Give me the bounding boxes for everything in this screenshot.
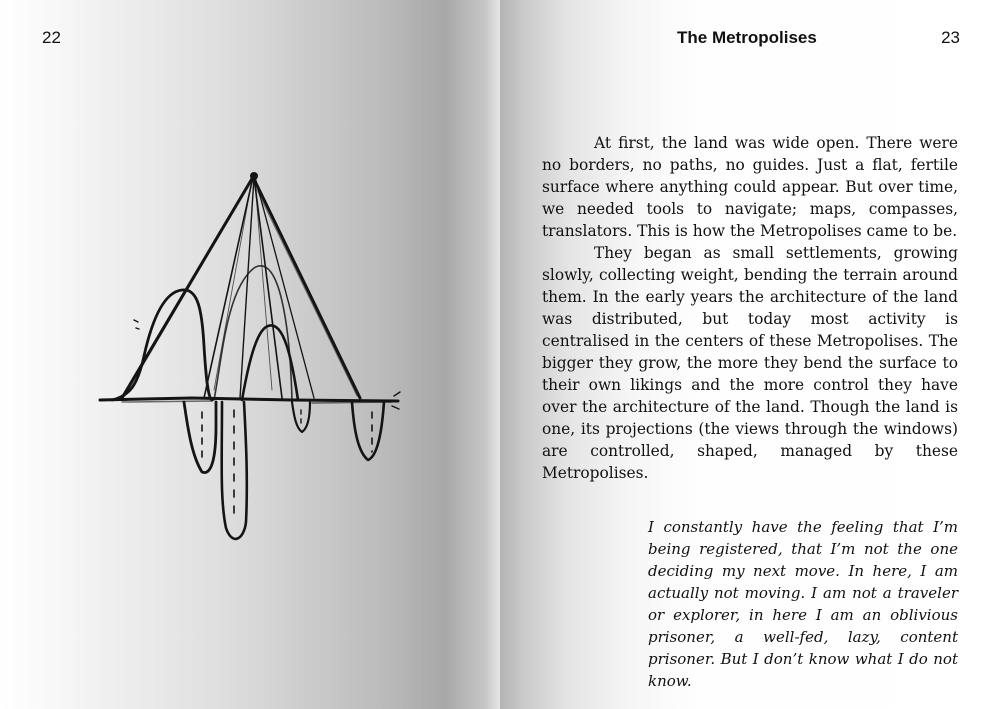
right-page: [500, 0, 1000, 709]
mountain-sketch-icon: [92, 160, 412, 550]
chapter-title: The Metropolises: [677, 28, 817, 47]
italic-quote: I constantly have the feeling that I’m being registered, that I’m not the one deciding my next move. In here, I am actually not moving. I am not a traveler or explorer, in here I am an oblivious prisoner, a well-fed, lazy, content prisoner. But I don’t know what I do not know.: [648, 518, 958, 690]
page-number-left: 22: [42, 28, 61, 47]
body-text: [542, 132, 958, 484]
paragraph: They began as small settlements, growing slowly, collecting weight, bending the terrain around them. In the early years the architecture of the land was distributed, but today most activity is centralised in the centers of these Metropolises. The bigger they grow, the more they bend the surface to their own likings and the more control they have over the architecture of the land. Though the land is one, its projections (the views through the windows) are controlled, shaped, managed by these Metropolises.: [542, 244, 958, 482]
paragraph: At first, the land was wide open. There were no borders, no paths, no guides. Just a flat, fertile surface where anything could appear. But over time, we needed tools to navigate; maps, compasses, translators. This is how the Metropolises came to be.: [542, 134, 958, 240]
page-number-right: 23: [941, 28, 960, 47]
